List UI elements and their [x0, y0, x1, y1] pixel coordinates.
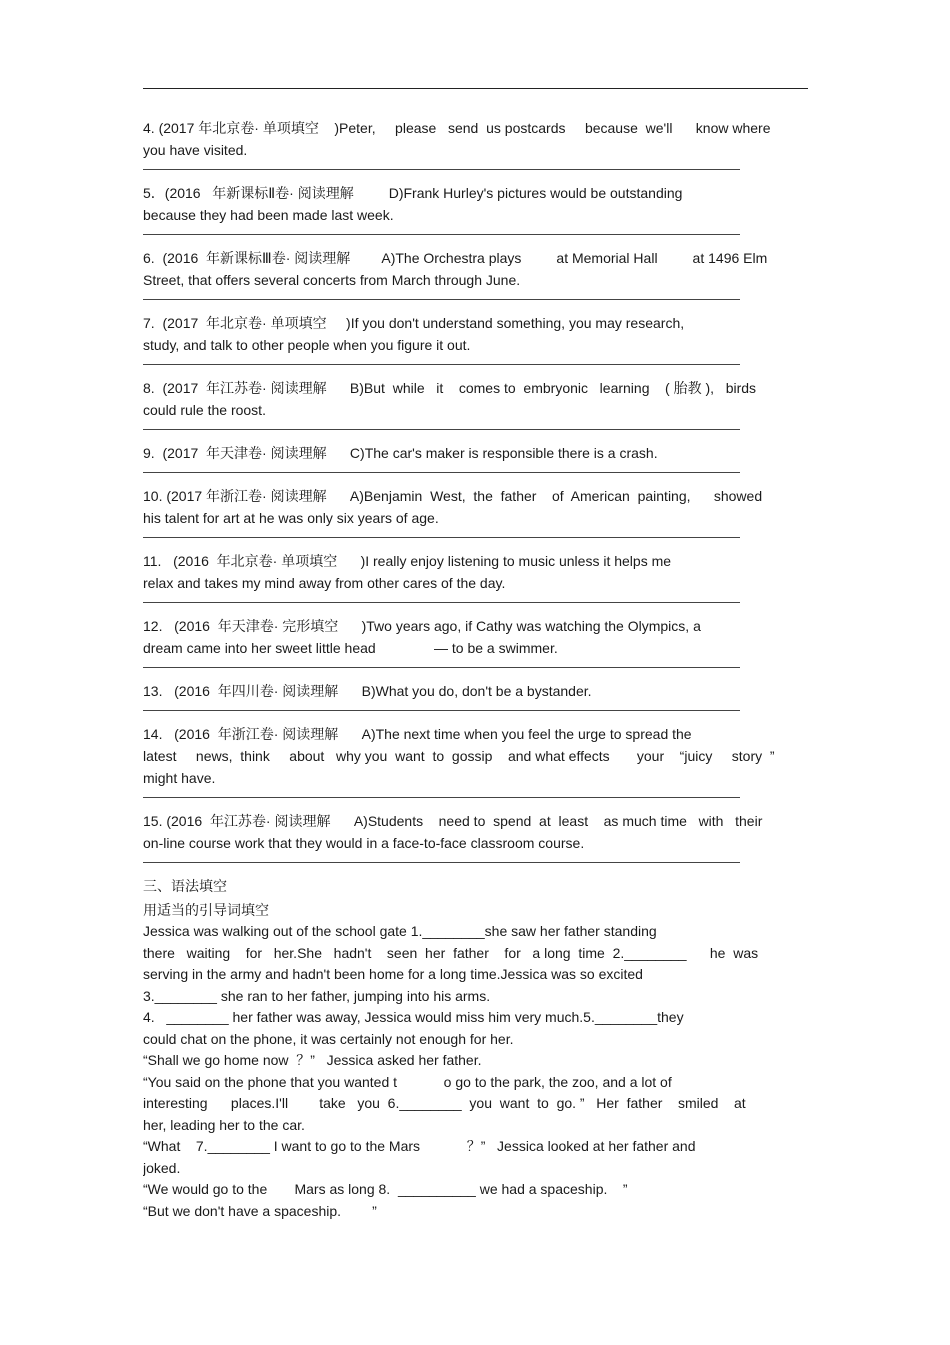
question-text-line: 7. (2017 年北京卷· 单项填空 )If you don't understand something, you may research, [143, 315, 685, 331]
question-item [143, 485, 809, 538]
passage-line: “What 7.________ I want to go to the Mars ？” Jessica looked at her father and [143, 1138, 696, 1154]
question-text-line: his talent for art at he was only six years of age. [143, 510, 439, 526]
passage-line: interesting places.I'll take you 6.________ you want to go. ” Her father smiled at [143, 1095, 746, 1111]
question-text-line: might have. [143, 770, 216, 786]
question-text-line: 14. (2016 年浙江卷· 阅读理解 A)The next time when you feel the urge to spread the [143, 726, 692, 742]
passage-line: her, leading her to the car. [143, 1116, 305, 1133]
question-text-line: could rule the roost. [143, 402, 266, 418]
passage-line: 3.________ she ran to her father, jumping into his arms. [143, 987, 491, 1004]
passage-line: could chat on the phone, it was certainly not enough for her. [143, 1030, 514, 1047]
answer-blank-line[interactable] [143, 226, 740, 235]
answer-blank-line[interactable] [143, 291, 740, 300]
answer-blank-line[interactable] [143, 529, 740, 538]
question-text-line: 15. (2016 年江苏卷· 阅读理解 A)Students need to spend at least as much time with their [143, 813, 763, 829]
question-text-line: 6. (2016 年新课标Ⅲ卷· 阅读理解 A)The Orchestra plays at Memorial Hall at 1496 Elm [143, 250, 768, 266]
section-heading: 三、语法填空 [143, 878, 227, 894]
question-text-line: 5．(2016 年新课标Ⅱ卷· 阅读理解 D)Frank Hurley's pictures would be outstanding [143, 185, 683, 201]
question-item [143, 182, 809, 235]
question-text-line: study, and talk to other people when you figure it out. [143, 337, 471, 353]
passage-line: there waiting for her.She hadn't seen her father for a long time 2.________ he was [143, 944, 759, 961]
passage-line: Jessica was walking out of the school gate 1.________she saw her father standing [143, 923, 657, 939]
question-item [143, 680, 809, 711]
question-text-line: 8. (2017 年江苏卷· 阅读理解 B)But while it comes to embryonic learning ( 胎教 ), birds [143, 380, 757, 396]
passage-line: “But we don't have a spaceship. ” [143, 1202, 377, 1219]
question-text-line: you have visited. [143, 142, 248, 158]
section-instruction: 用适当的引导词填空 [143, 902, 269, 918]
question-item [143, 312, 809, 365]
question-list [143, 117, 809, 863]
passage-line: serving in the army and hadn't been home for a long time.Jessica was so excited [143, 966, 643, 982]
header-rule [143, 88, 808, 89]
question-text-line: 4. (2017 年北京卷· 单项填空 )Peter, please send us postcards because we'll know where [143, 120, 771, 136]
answer-blank-line[interactable] [143, 789, 740, 798]
question-text-line: 10. (2017 年浙江卷· 阅读理解 A)Benjamin West, the father of American painting, showed [143, 488, 763, 504]
question-text-line: 12. (2016 年天津卷· 完形填空 )Two years ago, if Cathy was watching the Olympics, a [143, 618, 701, 634]
answer-blank-line[interactable] [143, 356, 740, 365]
question-item [143, 247, 809, 300]
answer-blank-line[interactable] [143, 594, 740, 603]
passage-line: joked. [143, 1159, 181, 1176]
answer-blank-line[interactable] [143, 702, 740, 711]
question-item [143, 723, 809, 798]
question-item [143, 377, 809, 430]
question-text-line: on-line course work that they would in a face-to-face classroom course. [143, 835, 585, 851]
question-text-line: 11. (2016 年北京卷· 单项填空 )I really enjoy listening to music unless it helps me [143, 553, 672, 569]
question-text-line: relax and takes my mind away from other cares of the day. [143, 575, 506, 591]
question-item [143, 810, 809, 863]
question-item [143, 550, 809, 603]
document-page [143, 117, 809, 1222]
passage-line: 4. ________ her father was away, Jessica would miss him very much.5.________they [143, 1009, 684, 1025]
question-text-line: 9. (2017 年天津卷· 阅读理解 C)The car's maker is responsible there is a crash. [143, 445, 658, 461]
question-item [143, 442, 809, 473]
question-text-line: latest news, think about why you want to gossip and what effects your “juicy story ” [143, 748, 775, 764]
answer-blank-line[interactable] [143, 464, 740, 473]
question-text-line: because they had been made last week. [143, 207, 394, 223]
answer-blank-line[interactable] [143, 854, 740, 863]
answer-blank-line[interactable] [143, 161, 740, 170]
question-text-line: 13. (2016 年四川卷· 阅读理解 B)What you do, don't be a bystander. [143, 683, 592, 699]
answer-blank-line[interactable] [143, 421, 740, 430]
answer-blank-line[interactable] [143, 659, 740, 668]
question-item [143, 615, 809, 668]
question-text-line: dream came into her sweet little head — to be a swimmer. [143, 640, 558, 656]
cloze-passage [143, 921, 809, 1222]
question-item [143, 117, 809, 170]
passage-line: “You said on the phone that you wanted t o go to the park, the zoo, and a lot of [143, 1073, 672, 1090]
passage-line: “We would go to the Mars as long 8. __________ we had a spaceship. ” [143, 1181, 628, 1197]
question-text-line: Street, that offers several concerts from March through June. [143, 272, 521, 288]
passage-line: “Shall we go home now ？” Jessica asked her father. [143, 1052, 482, 1068]
